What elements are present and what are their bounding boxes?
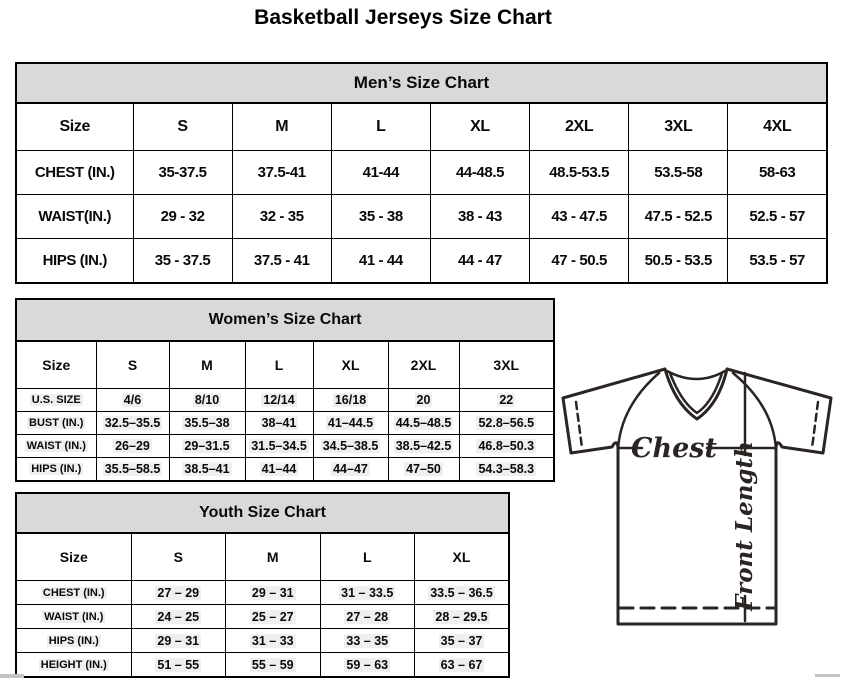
size-col-header: L	[245, 341, 313, 389]
measurement-value	[169, 458, 245, 482]
measurement-value: 37.5 - 41	[232, 239, 331, 284]
measurement-value-text: 44–47	[333, 462, 368, 476]
measurement-value	[459, 435, 554, 458]
measurement-value	[96, 412, 169, 435]
measurement-value	[320, 581, 415, 605]
measurement-value	[415, 581, 510, 605]
measurement-value-text: 34.5–38.5	[322, 439, 379, 453]
measurement-value-text: 22	[499, 393, 514, 407]
measurement-value-text: 38.5–41	[184, 462, 230, 476]
youth-waist-row	[16, 605, 509, 629]
measurement-label-text: CHEST (IN.)	[42, 586, 105, 599]
measurement-value-text: 25 – 27	[251, 609, 294, 624]
measurement-label	[16, 653, 131, 678]
measurement-value	[313, 435, 388, 458]
youth-chart-title: Youth Size Chart	[16, 493, 509, 533]
measurement-value	[226, 653, 321, 678]
measurement-value: 35 - 37.5	[133, 239, 232, 284]
womens-waist-row	[16, 435, 554, 458]
measurement-value: 29 - 32	[133, 195, 232, 239]
measurement-label: CHEST (IN.)	[16, 151, 133, 195]
measurement-value-text: 35.5–58.5	[104, 462, 161, 476]
measurement-label-text: HIPS (IN.)	[48, 634, 99, 647]
measurement-value	[459, 412, 554, 435]
measurement-value	[459, 458, 554, 482]
measurement-value: 41-44	[331, 151, 430, 195]
measurement-value	[131, 629, 226, 653]
measurement-label	[16, 435, 96, 458]
measurement-value	[320, 653, 415, 678]
measurement-value-text: 51 – 55	[157, 657, 200, 672]
measurement-value: 48.5-53.5	[530, 151, 629, 195]
measurement-value: 35-37.5	[133, 151, 232, 195]
size-col-header: XL	[313, 341, 388, 389]
measurement-value-text: 16/18	[334, 393, 367, 407]
measurement-value	[245, 435, 313, 458]
measurement-value	[245, 412, 313, 435]
measurement-value-text: 54.3–58.3	[478, 462, 535, 476]
scrollbar-fragment-right[interactable]	[815, 674, 840, 677]
measurement-value: 47.5 - 52.5	[629, 195, 728, 239]
size-col-header: XL	[430, 103, 529, 151]
size-col-header: 4XL	[728, 103, 827, 151]
youth-hips-row	[16, 629, 509, 653]
measurement-value: 44 - 47	[430, 239, 529, 284]
measurement-value-text: 4/6	[123, 393, 142, 407]
measurement-value	[388, 412, 459, 435]
measurement-value-text: 8/10	[194, 393, 220, 407]
size-col-header: S	[96, 341, 169, 389]
measurement-label-text: HEIGHT (IN.)	[40, 658, 107, 671]
measurement-value: 53.5-58	[629, 151, 728, 195]
youth-height-row	[16, 653, 509, 678]
chest-label: Chest	[631, 433, 717, 464]
measurement-value	[226, 581, 321, 605]
measurement-value-text: 52.8–56.5	[478, 416, 535, 430]
size-header-label: Size	[16, 341, 96, 389]
size-col-header: 2XL	[388, 341, 459, 389]
measurement-value	[415, 629, 510, 653]
measurement-value-text: 32.5–35.5	[104, 416, 161, 430]
scrollbar-fragment-left[interactable]	[0, 674, 24, 678]
size-col-header: XL	[415, 533, 510, 581]
size-col-header: L	[320, 533, 415, 581]
womens-chart-title: Women’s Size Chart	[16, 299, 554, 341]
measurement-label-text: HIPS (IN.)	[31, 463, 82, 475]
measurement-value	[131, 605, 226, 629]
measurement-value-text: 27 – 28	[346, 609, 389, 624]
jersey-right-cuff-dashed	[812, 402, 818, 448]
measurement-value: 44-48.5	[430, 151, 529, 195]
measurement-value: 52.5 - 57	[728, 195, 827, 239]
measurement-label	[16, 458, 96, 482]
youth-chest-row	[16, 581, 509, 605]
measurement-value: 35 - 38	[331, 195, 430, 239]
jersey-outline	[563, 369, 831, 624]
size-col-header: S	[133, 103, 232, 151]
page-title: Basketball Jerseys Size Chart	[254, 6, 552, 29]
measurement-value-text: 35 – 37	[440, 633, 483, 648]
womens-size-header-row	[16, 341, 554, 389]
size-col-header: M	[169, 341, 245, 389]
womens-chart-caption-row	[16, 299, 554, 341]
womens-hips-row	[16, 458, 554, 482]
measurement-value-text: 41–44	[261, 462, 297, 476]
measurement-value-text: 46.8–50.3	[478, 439, 535, 453]
measurement-value	[415, 605, 510, 629]
measurement-value	[313, 458, 388, 482]
measurement-label-text: BUST (IN.)	[29, 417, 84, 429]
measurement-value	[245, 389, 313, 412]
mens-hips-row	[16, 239, 827, 284]
mens-waist-row	[16, 195, 827, 239]
measurement-value: 47 - 50.5	[530, 239, 629, 284]
measurement-value	[169, 389, 245, 412]
size-col-header: S	[131, 533, 226, 581]
measurement-value-text: 29 – 31	[157, 633, 200, 648]
measurement-value	[415, 653, 510, 678]
measurement-value-text: 55 – 59	[251, 657, 294, 672]
measurement-value	[96, 458, 169, 482]
size-col-header: 3XL	[459, 341, 554, 389]
jersey-left-cuff-dashed	[576, 402, 582, 448]
measurement-value-text: 59 – 63	[346, 657, 389, 672]
measurement-value	[388, 458, 459, 482]
size-col-header: M	[226, 533, 321, 581]
measurement-value: 41 - 44	[331, 239, 430, 284]
youth-chart-caption-row	[16, 493, 509, 533]
measurement-value-text: 12/14	[263, 393, 295, 407]
measurement-value	[169, 435, 245, 458]
measurement-value-text: 31 – 33	[251, 633, 294, 648]
jersey-right-seam	[733, 373, 776, 449]
measurement-label	[16, 605, 131, 629]
measurement-value	[226, 605, 321, 629]
measurement-value	[320, 605, 415, 629]
measurement-value-text: 20	[416, 393, 431, 407]
measurement-value	[96, 435, 169, 458]
measurement-value-text: 38–41	[261, 416, 297, 430]
size-col-header: 3XL	[629, 103, 728, 151]
measurement-label: WAIST(IN.)	[16, 195, 133, 239]
measurement-value: 58-63	[728, 151, 827, 195]
measurement-label	[16, 412, 96, 435]
measurement-value	[313, 389, 388, 412]
mens-chart-title: Men’s Size Chart	[16, 63, 827, 103]
measurement-value-text: 29–31.5	[184, 439, 230, 453]
size-header-label: Size	[16, 103, 133, 151]
measurement-value-text: 44.5–48.5	[395, 416, 452, 430]
measurement-value	[459, 389, 554, 412]
measurement-value-text: 38.5–42.5	[395, 439, 452, 453]
mens-chest-row	[16, 151, 827, 195]
womens-size-chart-table	[15, 298, 555, 482]
measurement-label: HIPS (IN.)	[16, 239, 133, 284]
measurement-label	[16, 581, 131, 605]
jersey-measurement-diagram	[555, 356, 839, 673]
mens-size-header-row	[16, 103, 827, 151]
size-col-header: M	[232, 103, 331, 151]
measurement-label	[16, 389, 96, 412]
measurement-value	[388, 435, 459, 458]
measurement-value	[131, 653, 226, 678]
measurement-value-text: 41–44.5	[327, 416, 374, 430]
womens-bust-row	[16, 412, 554, 435]
measurement-value	[169, 412, 245, 435]
size-col-header: L	[331, 103, 430, 151]
measurement-value: 37.5-41	[232, 151, 331, 195]
jersey-diagram-svg	[555, 356, 839, 668]
youth-size-header-row	[16, 533, 509, 581]
measurement-value	[313, 412, 388, 435]
measurement-value	[226, 629, 321, 653]
measurement-value-text: 33.5 – 36.5	[430, 585, 493, 600]
measurement-value: 53.5 - 57	[728, 239, 827, 284]
measurement-value-text: 28 – 29.5	[435, 609, 488, 624]
measurement-value-text: 63 – 67	[440, 657, 483, 672]
measurement-value-text: 31 – 33.5	[341, 585, 394, 600]
measurement-value-text: 31.5–34.5	[251, 439, 307, 453]
measurement-value	[96, 389, 169, 412]
mens-size-chart-table	[15, 62, 828, 284]
size-header-label: Size	[16, 533, 131, 581]
measurement-value-text: 35.5–38	[184, 416, 230, 430]
measurement-value	[131, 581, 226, 605]
measurement-label	[16, 629, 131, 653]
measurement-label-text: U.S. SIZE	[31, 394, 81, 406]
measurement-value: 32 - 35	[232, 195, 331, 239]
size-col-header: 2XL	[530, 103, 629, 151]
measurement-value-text: 29 – 31	[251, 585, 294, 600]
measurement-value	[388, 389, 459, 412]
womens-us-size-row	[16, 389, 554, 412]
measurement-value: 38 - 43	[430, 195, 529, 239]
jersey-collar-inner-arc	[667, 371, 725, 379]
measurement-value-text: 24 – 25	[157, 609, 200, 624]
measurement-value	[320, 629, 415, 653]
mens-chart-caption-row	[16, 63, 827, 103]
measurement-label-text: WAIST (IN.)	[26, 440, 86, 452]
measurement-label-text: WAIST (IN.)	[44, 610, 104, 623]
youth-size-chart-table	[15, 492, 510, 678]
measurement-value	[245, 458, 313, 482]
measurement-value-text: 27 – 29	[157, 585, 200, 600]
measurement-value-text: 26–29	[115, 439, 150, 453]
measurement-value: 50.5 - 53.5	[629, 239, 728, 284]
measurement-value-text: 33 – 35	[346, 633, 389, 648]
measurement-value: 43 - 47.5	[530, 195, 629, 239]
measurement-value-text: 47–50	[406, 462, 441, 476]
front-length-label: Front Length	[731, 441, 758, 611]
